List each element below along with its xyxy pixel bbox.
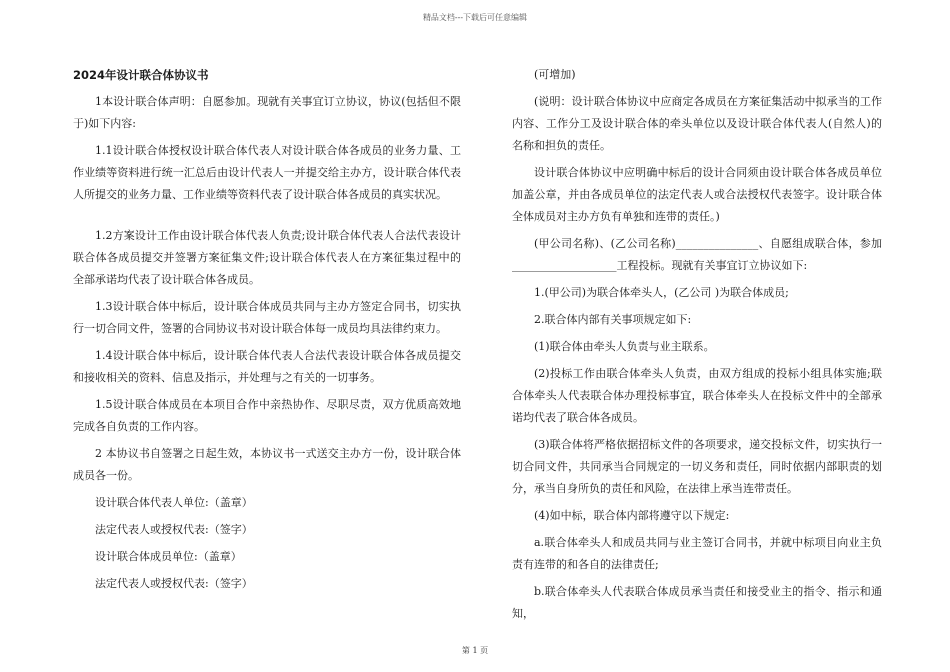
signature-line: 法定代表人或授权代表:（签字） [95,523,253,536]
paragraph: 1.(甲公司)为联合体牵头人，(乙公司 )为联合体成员; [534,286,789,299]
paragraph: 2 本协议书自签署之日起生效，本协议书一式送交主办方一份，设计联合体成员各一份。 [73,447,461,482]
paragraph: (2)投标工作由联合体牵头人负责，由双方组成的投标小组具体实施;联合体牵头人代表联合体办理投标事宜，联合体牵头人在投标文件中的全部承诺均代表了联合体各成员。 [512,367,882,424]
signature-line: 法定代表人或授权代表:（签字） [95,577,253,590]
paragraph: 1.5设计联合体成员在本项目合作中亲热协作、尽职尽责，双方优质高效地完成各自负责的工作内容。 [73,398,461,433]
paragraph: (3)联合体将严格依据招标文件的各项要求，递交投标文件，切实执行一切合同文件，共同承当合同规定的一切义务和责任，同时依据内部职责的划分，承当自身所负的责任和风险，在法律上承当连带责任。 [512,438,882,495]
paragraph: (说明：设计联合体协议中应商定各成员在方案征集活动中拟承当的工作内容、工作分工及设计联合体的牵头单位以及设计联合体代表人(自然人)的名称和担负的责任。 [512,95,882,152]
paragraph: 1.1设计联合体授权设计联合体代表人对设计联合体各成员的业务力量、工作业绩等资料进行统一汇总后由设计代表人一并提交给主办方，设计联合体代表人所提交的业务力量、工作业绩等资料代表了设计联合体各成员的真实状况。 [73,144,461,201]
signature-line: 设计联合体代表人单位:（盖章） [95,496,253,509]
paragraph: (可增加) [534,68,576,81]
signature-line: 设计联合体成员单位:（盖章） [95,550,242,563]
paragraph: b.联合体牵头人代表联合体成员承当责任和接受业主的指令、指示和通知， [512,585,882,620]
paragraph: (1)联合体由牵头人负责与业主联系。 [534,340,715,353]
paragraph: (4)如中标，联合体内部将遵守以下规定: [534,509,730,522]
paragraph: 1本设计联合体声明：自愿参加。现就有关事宜订立协议，协议(包括但不限于)如下内容: [73,95,461,130]
paragraph-gap [73,211,461,225]
document-title: 2024年设计联合体协议书 [73,68,209,82]
paragraph: 2.联合体内部有关事项规定如下: [534,313,692,326]
right-column [512,64,882,630]
page-number: 第 1 页 [461,646,489,655]
paragraph: 1.4设计联合体中标后，设计联合体代表人合法代表设计联合体各成员提交和接收相关的资料、信息及指示，并处理与之有关的一切事务。 [73,349,461,384]
paragraph: 1.2方案设计工作由设计联合体代表人负责;设计联合体代表人合法代表设计联合体各成员提交并签署方案征集文件;设计联合体代表人在方案征集过程中的全部承诺均代表了设计联合体各成员。 [73,229,461,286]
page-header: 精品文档---下载后可任意编辑 [422,13,528,22]
paragraph: 1.3设计联合体中标后，设计联合体成员共同与主办方签定合同书，切实执行一切合同文件，签署的合同协议书对设计联合体每一成员均具法律约束力。 [73,300,461,335]
paragraph: (甲公司名称)、(乙公司名称)_______________、自愿组成联合体，参加___________________工程投标。现就有关事宜订立协议如下: [512,237,882,272]
paragraph: a.联合体牵头人和成员共同与业主签订合同书，并就中标项目向业主负责有连带的和各自的法律责任; [512,536,882,571]
paragraph: 设计联合体协议中应明确中标后的设计合同须由设计联合体各成员单位加盖公章，并由各成员单位的法定代表人或合法授权代表签字。设计联合体全体成员对主办方负有单独和连带的责任。) [512,166,882,223]
left-column [73,64,461,600]
